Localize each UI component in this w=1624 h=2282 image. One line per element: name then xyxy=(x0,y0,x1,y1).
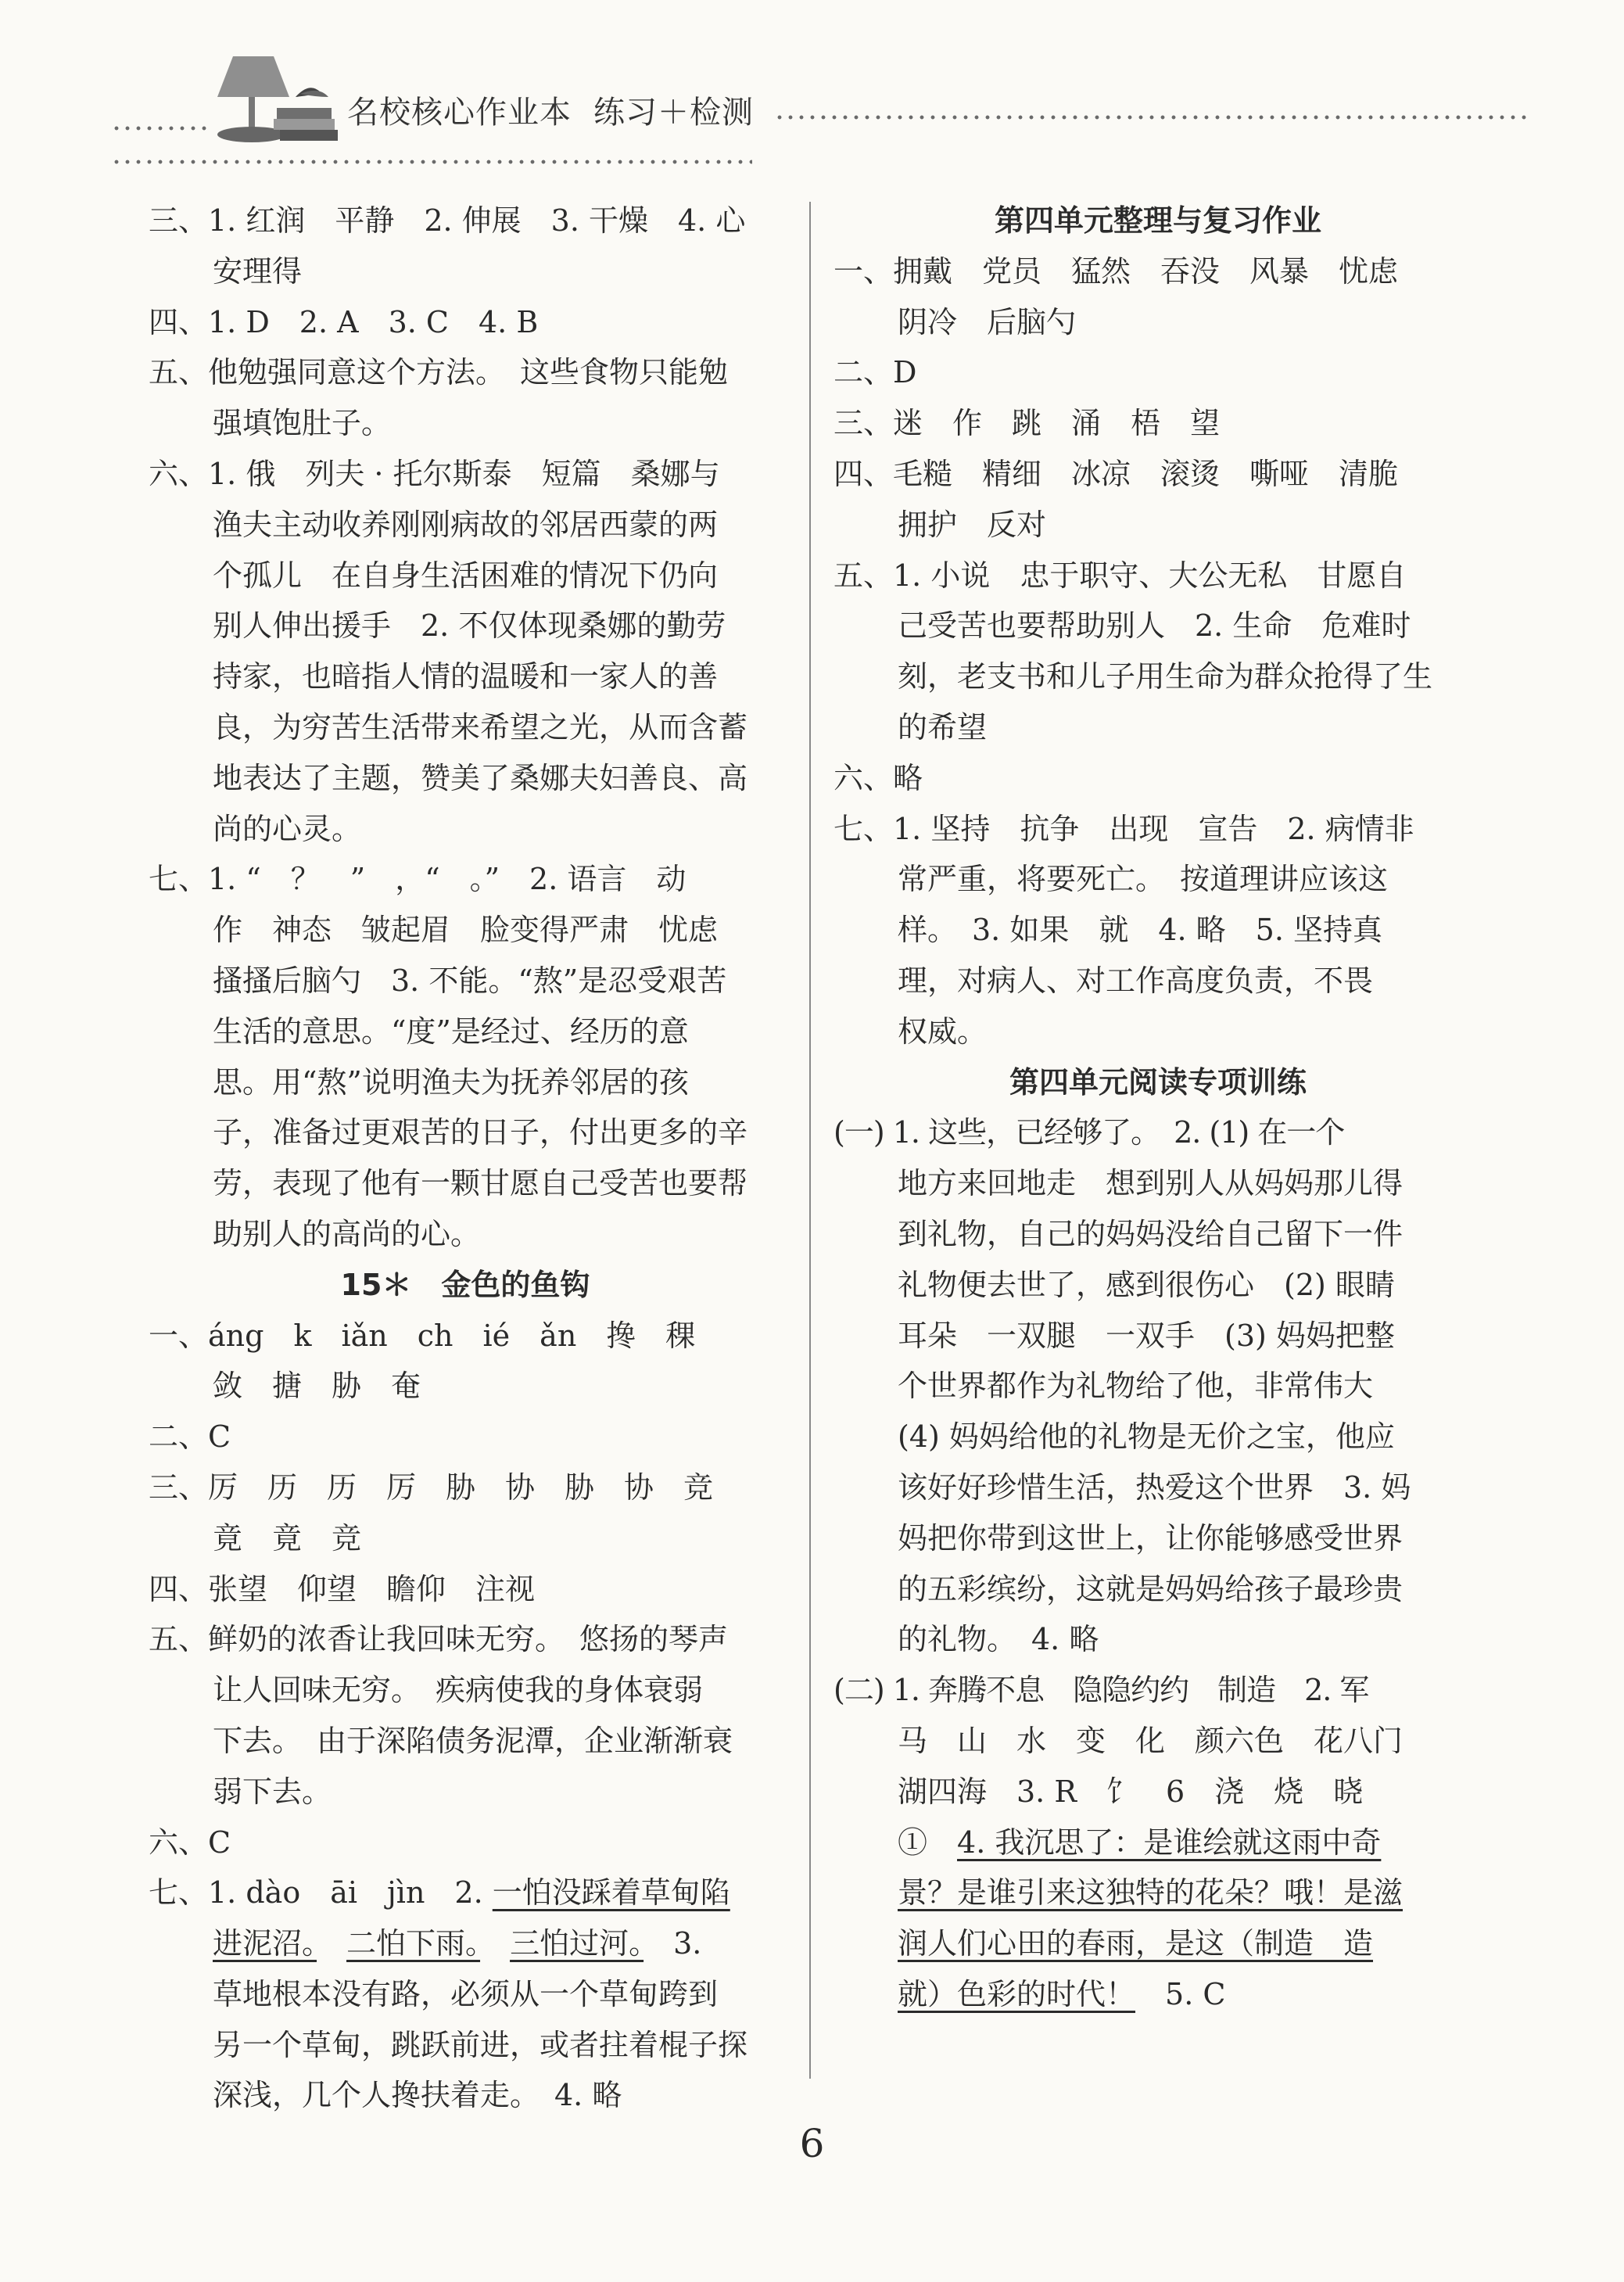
answer-line: 的希望 xyxy=(898,709,988,745)
header-dots-right xyxy=(774,114,1533,120)
underlined-text: 4. 我沉思了：是谁绘就这雨中奇 xyxy=(957,1825,1382,1860)
answer-line: 劳，表现了他有一颗甘愿自己受苦也要帮 xyxy=(213,1166,748,1201)
answer-line: 敛 搪 胁 奄 xyxy=(213,1369,421,1404)
answer-line: 子，准备过更艰苦的日子，付出更多的辛 xyxy=(213,1115,748,1150)
answer-line: 另一个草甸，跳跃前进，或者拄着棍子探 xyxy=(213,2027,748,2062)
answer-line: 个孤儿 在自身生活困难的情况下仍向 xyxy=(213,558,719,593)
answer-line xyxy=(834,1817,1482,1868)
left-column xyxy=(149,196,782,2121)
answer-line: 理，对病人、对工作高度负责，不畏 xyxy=(898,963,1374,998)
answer-line: 让人回味无穷。 疾病使我的身体衰弱 xyxy=(213,1673,704,1708)
answer-line: 三、厉 历 历 厉 胁 协 胁 协 竞 xyxy=(149,1469,714,1505)
header-dots-left xyxy=(111,125,211,131)
answer-line: 地表达了主题，赞美了桑娜夫妇善良、高 xyxy=(213,760,748,795)
page-number: 6 xyxy=(799,2121,825,2166)
answer-line: 阴冷 后脑勺 xyxy=(898,304,1077,339)
answer-line: 尚的心灵。 xyxy=(213,811,362,846)
answer-line: 良，为穷苦生活带来希望之光，从而含蓄 xyxy=(213,709,748,745)
answer-line: 下去。 由于深陷债务泥潭，企业渐渐衰 xyxy=(213,1723,733,1758)
answer-line: 一、拥戴 党员 猛然 吞没 风暴 忧虑 xyxy=(834,253,1399,289)
answer-line: 常严重，将要死亡。 按道理讲应该这 xyxy=(898,862,1389,897)
answer-line: (一) 1. 这些，已经够了。 2. (1) 在一个 xyxy=(834,1115,1345,1150)
underlined-text: 三怕过河。 xyxy=(510,1926,644,1961)
answer-line: 拥护 反对 xyxy=(898,507,1047,542)
answer-line: 地方来回地走 想到别人从妈妈那儿得 xyxy=(898,1166,1404,1201)
answer-line: 二、D xyxy=(834,355,917,390)
answer-line: (4) 妈妈给他的礼物是无价之宝，他应 xyxy=(898,1419,1395,1455)
answer-line: 五、1. 小说 忠于职守、大公无私 甘愿自 xyxy=(834,558,1407,593)
answer-line xyxy=(149,1918,782,1969)
answer-text: 3. xyxy=(673,1926,702,1961)
answer-text: ① xyxy=(898,1825,958,1860)
answer-line: 该好好珍惜生活，热爱这个世界 3. 妈 xyxy=(898,1469,1411,1505)
page-header xyxy=(0,0,1624,180)
answer-line: 妈把你带到这世上，让你能够感受世界 xyxy=(898,1520,1404,1555)
answer-line: 己受苦也要帮助别人 2. 生命 危难时 xyxy=(898,608,1411,644)
answer-line: 搔搔后脑勺 3. 不能。“熬”是忍受艰苦 xyxy=(213,963,727,998)
answer-line: 马 山 水 变 化 颜六色 花八门 xyxy=(898,1723,1404,1758)
column-divider xyxy=(809,202,811,2079)
right-column xyxy=(834,196,1482,2020)
answer-line xyxy=(834,1918,1482,1969)
lamp-books-icon xyxy=(202,50,342,150)
answer-line: 弱下去。 xyxy=(213,1774,332,1809)
answer-line: 思。用“熬”说明渔夫为抚养邻居的孩 xyxy=(213,1064,689,1100)
answer-line xyxy=(834,1969,1482,2020)
answer-line xyxy=(149,1868,782,1918)
underlined-text: 景？是谁引来这独特的花朵？哦！是滋 xyxy=(898,1875,1404,1911)
answer-line: 三、1. 红润 平静 2. 伸展 3. 干燥 4. 心 xyxy=(149,203,746,238)
answer-line: 作 神态 皱起眉 脸变得严肃 忧虑 xyxy=(213,913,719,948)
header-title xyxy=(347,88,776,132)
header-title-main: 名校核心作业本 xyxy=(347,95,572,131)
section-title: 第四单元阅读专项训练 xyxy=(1009,1064,1307,1100)
answer-line: 到礼物，自己的妈妈没给自己留下一件 xyxy=(898,1216,1404,1251)
answer-line: 持家，也暗指人情的温暖和一家人的善 xyxy=(213,659,719,694)
answer-line: 安理得 xyxy=(213,253,303,289)
answer-line: 渔夫主动收养刚刚病故的邻居西蒙的两 xyxy=(213,507,719,542)
answer-line: (二) 1. 奔腾不息 隐隐约约 制造 2. 军 xyxy=(834,1673,1369,1708)
answer-line: 强填饱肚子。 xyxy=(213,406,392,441)
answer-line: 的礼物。 4. 略 xyxy=(898,1622,1099,1657)
section-title: 第四单元整理与复习作业 xyxy=(994,203,1321,238)
answer-line: 生活的意思。“度”是经过、经历的意 xyxy=(213,1014,689,1049)
answer-line: 六、C xyxy=(149,1825,231,1860)
answer-line: 二、C xyxy=(149,1419,231,1455)
answer-line: 权威。 xyxy=(898,1014,988,1049)
header-dots-lower xyxy=(111,159,752,165)
answer-line: 样。 3. 如果 就 4. 略 5. 坚持真 xyxy=(898,913,1383,948)
answer-line: 深浅，几个人搀扶着走。 4. 略 xyxy=(213,2078,622,2113)
answer-line: 别人伸出援手 2. 不仅体现桑娜的勤劳 xyxy=(213,608,726,644)
answer-text: 七、1. dào āi jìn 2. xyxy=(149,1875,483,1911)
answer-line: 四、1. D 2. A 3. C 4. B xyxy=(149,304,539,339)
answer-line: 耳朵 一双腿 一双手 (3) 妈妈把整 xyxy=(898,1318,1395,1353)
answer-line: 四、毛糙 精细 冰凉 滚烫 嘶哑 清脆 xyxy=(834,456,1399,491)
answer-line: 五、鲜奶的浓香让我回味无穷。 悠扬的琴声 xyxy=(149,1622,729,1657)
answer-line: 六、略 xyxy=(834,760,923,795)
answer-line: 礼物便去世了，感到很伤心 (2) 眼睛 xyxy=(898,1267,1395,1302)
answer-line: 一、áng k iǎn ch ié ǎn 搀 稞 xyxy=(149,1318,696,1353)
answer-line: 个世界都作为礼物给了他，非常伟大 xyxy=(898,1369,1374,1404)
answer-line xyxy=(834,1868,1482,1918)
answer-line: 三、迷 作 跳 涌 梧 望 xyxy=(834,406,1221,441)
underlined-text: 一怕没踩着草甸陷 xyxy=(492,1875,730,1911)
answer-line: 竟 竟 竞 xyxy=(213,1520,362,1555)
answer-line: 湖四海 3. R 饣 6 浇 烧 晓 xyxy=(898,1774,1364,1809)
answer-line: 六、1. 俄 列夫 · 托尔斯泰 短篇 桑娜与 xyxy=(149,456,720,491)
answer-line: 七、1. 坚持 抗争 出现 宣告 2. 病情非 xyxy=(834,811,1414,846)
answer-text: 5. C xyxy=(1135,1976,1226,2011)
answer-line: 草地根本没有路，必须从一个草甸跨到 xyxy=(213,1976,719,2011)
section-title: 15＊ 金色的鱼钩 xyxy=(340,1267,590,1302)
header-title-sub: 练习＋检测 xyxy=(593,95,754,131)
answer-line: 刻，老支书和儿子用生命为群众抢得了生 xyxy=(898,659,1433,694)
underlined-text: 润人们心田的春雨，是这（制造 造 xyxy=(898,1926,1374,1961)
answer-line: 的五彩缤纷，这就是妈妈给孩子最珍贵 xyxy=(898,1571,1404,1606)
answer-line: 五、他勉强同意这个方法。 这些食物只能勉 xyxy=(149,355,729,390)
answer-line: 助别人的高尚的心。 xyxy=(213,1216,481,1251)
underlined-text: 二怕下雨。 xyxy=(346,1926,481,1961)
answer-line: 四、张望 仰望 瞻仰 注视 xyxy=(149,1571,536,1606)
underlined-text: 进泥沼。 xyxy=(213,1926,317,1961)
underlined-text: 就）色彩的时代！ xyxy=(898,1976,1136,2011)
answer-line: 七、1. “ ？ ” ，“ 。” 2. 语言 动 xyxy=(149,862,687,897)
